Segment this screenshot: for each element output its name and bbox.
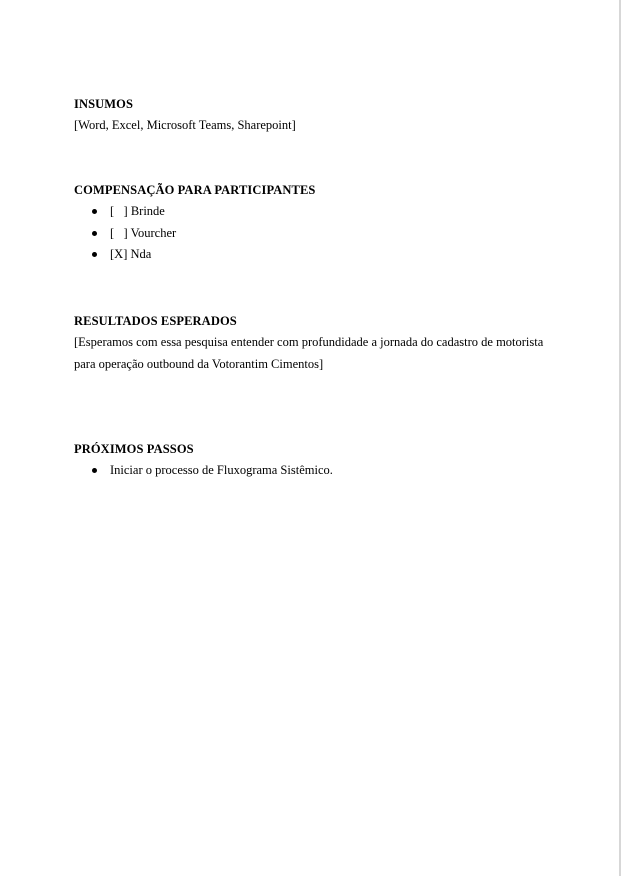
compensacao-heading: COMPENSAÇÃO PARA PARTICIPANTES bbox=[74, 183, 316, 197]
section-compensacao bbox=[74, 182, 554, 266]
bullet-icon bbox=[92, 468, 97, 473]
proximos-list bbox=[74, 460, 554, 482]
insumos-heading: INSUMOS bbox=[74, 97, 134, 111]
list-item-text: Iniciar o processo de Fluxograma Sistêmico. bbox=[110, 463, 333, 477]
list-item bbox=[74, 201, 554, 223]
resultados-text-line-2: para operação outbound da Votorantim Cimentos] bbox=[74, 356, 324, 371]
section-proximos bbox=[74, 441, 554, 482]
list-item bbox=[74, 460, 554, 482]
list-item bbox=[74, 244, 554, 266]
bullet-icon bbox=[92, 231, 97, 236]
compensacao-list bbox=[74, 201, 554, 266]
insumos-text: [Word, Excel, Microsoft Teams, Sharepoint] bbox=[74, 118, 296, 132]
list-item-text: [X] Nda bbox=[110, 247, 152, 261]
section-resultados bbox=[74, 313, 554, 375]
bullet-icon bbox=[92, 209, 97, 214]
proximos-heading: PRÓXIMOS PASSOS bbox=[74, 442, 194, 456]
resultados-heading: RESULTADOS ESPERADOS bbox=[74, 314, 237, 328]
list-item-text: [ ] Vourcher bbox=[110, 225, 177, 240]
list-item-text: [ ] Brinde bbox=[110, 204, 165, 218]
list-item bbox=[74, 223, 554, 245]
bullet-icon bbox=[92, 252, 97, 257]
section-insumos bbox=[74, 96, 554, 137]
resultados-text-line-1: [Esperamos com essa pesquisa entender com profundidade a jornada do cadastro de motorista bbox=[74, 335, 544, 349]
